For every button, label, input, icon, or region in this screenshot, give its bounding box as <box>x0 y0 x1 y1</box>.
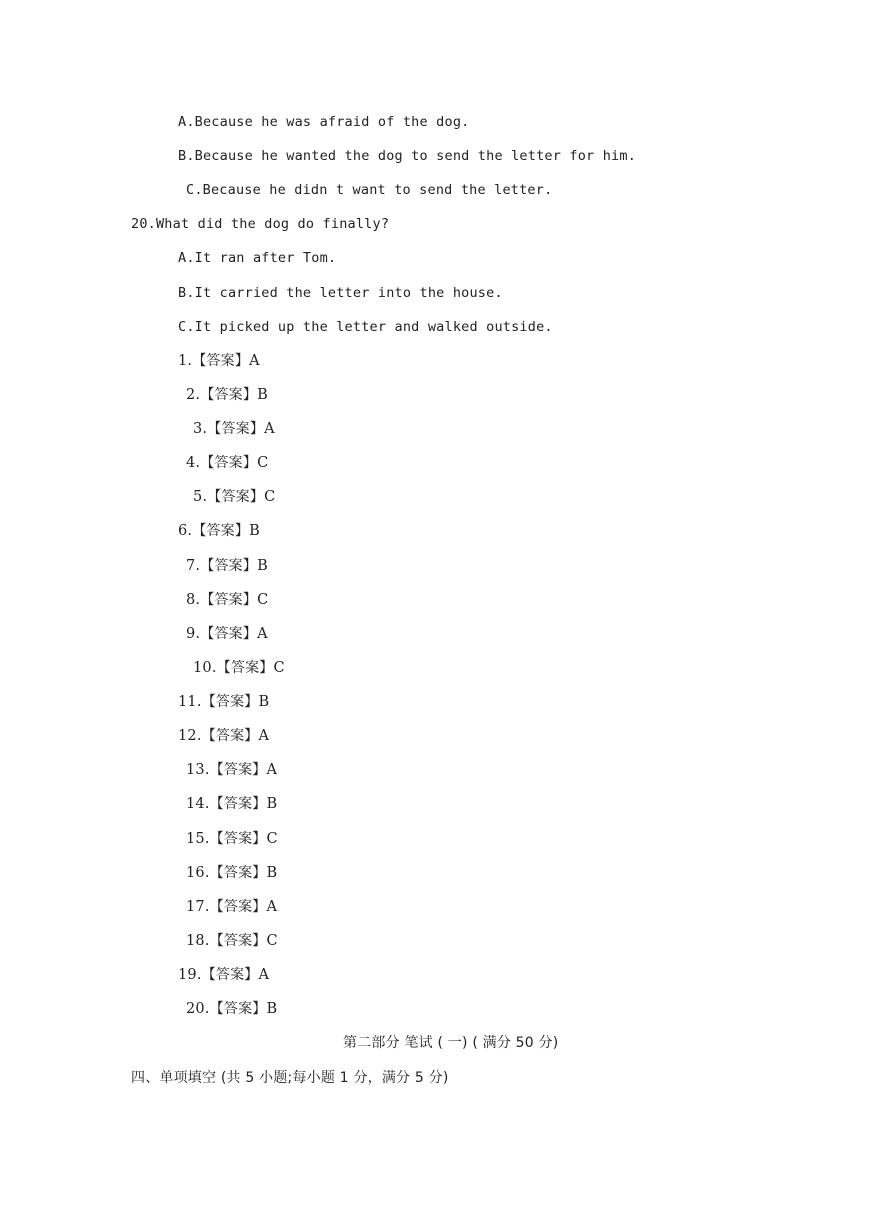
answer-value: C <box>266 831 278 847</box>
answer-value: A <box>264 421 275 437</box>
answer-tag: 【答案】 <box>209 831 267 847</box>
q20-question: 20.What did the dog do finally? <box>131 216 390 232</box>
answer-number: 14. <box>186 796 210 812</box>
answer-item <box>186 591 268 609</box>
answer-tag: 【答案】 <box>200 455 258 471</box>
answer-value: A <box>266 899 278 915</box>
answer-tag: 【答案】 <box>209 899 267 915</box>
answer-value: B <box>266 1001 278 1017</box>
q20-option-a: A.It ran after Tom. <box>178 250 337 266</box>
answer-value: A <box>266 762 278 778</box>
answer-value: B <box>249 523 260 539</box>
answer-item <box>186 1000 277 1018</box>
answer-value: C <box>264 489 276 505</box>
answer-number: 2. <box>186 387 201 403</box>
answer-tag: 【答案】 <box>200 558 258 574</box>
answer-number: 17. <box>186 899 210 915</box>
answer-item <box>178 966 269 984</box>
answer-number: 12. <box>178 728 202 744</box>
answer-number: 19. <box>178 967 202 983</box>
answer-value: B <box>257 387 268 403</box>
answer-number: 10. <box>193 660 217 676</box>
answer-number: 1. <box>178 353 193 369</box>
answer-value: C <box>266 933 278 949</box>
answer-value: A <box>257 626 268 642</box>
answer-tag: 【答案】 <box>200 387 258 403</box>
answer-number: 11. <box>178 694 202 710</box>
answer-item <box>186 830 278 848</box>
answer-item <box>178 693 269 711</box>
answer-value: A <box>258 728 270 744</box>
answer-item <box>178 352 260 370</box>
part-two-heading: 第二部分 笔试 ( 一) ( 满分 50 分) <box>343 1035 559 1051</box>
answer-tag: 【答案】 <box>207 489 265 505</box>
answer-item <box>186 932 278 950</box>
answer-number: 7. <box>186 558 201 574</box>
answer-tag: 【答案】 <box>201 694 259 710</box>
answer-tag: 【答案】 <box>209 762 267 778</box>
answer-tag: 【答案】 <box>201 728 259 744</box>
answer-number: 18. <box>186 933 210 949</box>
answer-value: A <box>258 967 270 983</box>
q20-option-c: C.It picked up the letter and walked outside. <box>178 319 553 335</box>
answer-value: C <box>257 592 269 608</box>
answer-number: 4. <box>186 455 201 471</box>
q19-option-b: B.Because he wanted the dog to send the letter for him. <box>178 148 637 164</box>
answer-item <box>186 454 268 472</box>
answer-tag: 【答案】 <box>209 1001 267 1017</box>
answer-value: B <box>266 865 278 881</box>
answer-number: 9. <box>186 626 201 642</box>
answer-item <box>193 488 275 506</box>
answer-tag: 【答案】 <box>216 660 274 676</box>
answer-value: A <box>249 353 260 369</box>
q19-option-c: C.Because he didn t want to send the letter. <box>186 182 553 198</box>
answer-number: 16. <box>186 865 210 881</box>
answer-number: 20. <box>186 1001 210 1017</box>
answer-item <box>178 727 269 745</box>
answer-value: C <box>257 455 269 471</box>
answer-item <box>193 659 285 677</box>
answer-item <box>186 795 277 813</box>
answer-number: 15. <box>186 831 210 847</box>
answer-item <box>186 386 268 404</box>
answer-tag: 【答案】 <box>207 421 265 437</box>
answer-number: 6. <box>178 523 193 539</box>
answer-value: B <box>258 694 270 710</box>
answer-value: B <box>257 558 268 574</box>
answer-item <box>186 761 277 779</box>
answer-item <box>186 625 268 643</box>
answer-item <box>186 557 268 575</box>
answer-number: 8. <box>186 592 201 608</box>
answer-tag: 【答案】 <box>192 353 250 369</box>
answer-number: 13. <box>186 762 210 778</box>
answer-tag: 【答案】 <box>192 523 250 539</box>
q20-option-b: B.It carried the letter into the house. <box>178 285 503 301</box>
answer-item <box>186 898 277 916</box>
answer-number: 5. <box>193 489 208 505</box>
answer-value: C <box>273 660 285 676</box>
answer-number: 3. <box>193 421 208 437</box>
answer-item <box>178 522 260 540</box>
answer-item <box>193 420 275 438</box>
answer-tag: 【答案】 <box>200 592 258 608</box>
section-four-heading: 四、单项填空 (共 5 小题;每小题 1 分，满分 5 分) <box>131 1070 449 1086</box>
answer-tag: 【答案】 <box>209 796 267 812</box>
answer-tag: 【答案】 <box>201 967 259 983</box>
answer-tag: 【答案】 <box>209 865 267 881</box>
answer-value: B <box>266 796 278 812</box>
answer-item <box>186 864 277 882</box>
q19-option-a: A.Because he was afraid of the dog. <box>178 114 470 130</box>
answer-tag: 【答案】 <box>209 933 267 949</box>
answer-tag: 【答案】 <box>200 626 258 642</box>
